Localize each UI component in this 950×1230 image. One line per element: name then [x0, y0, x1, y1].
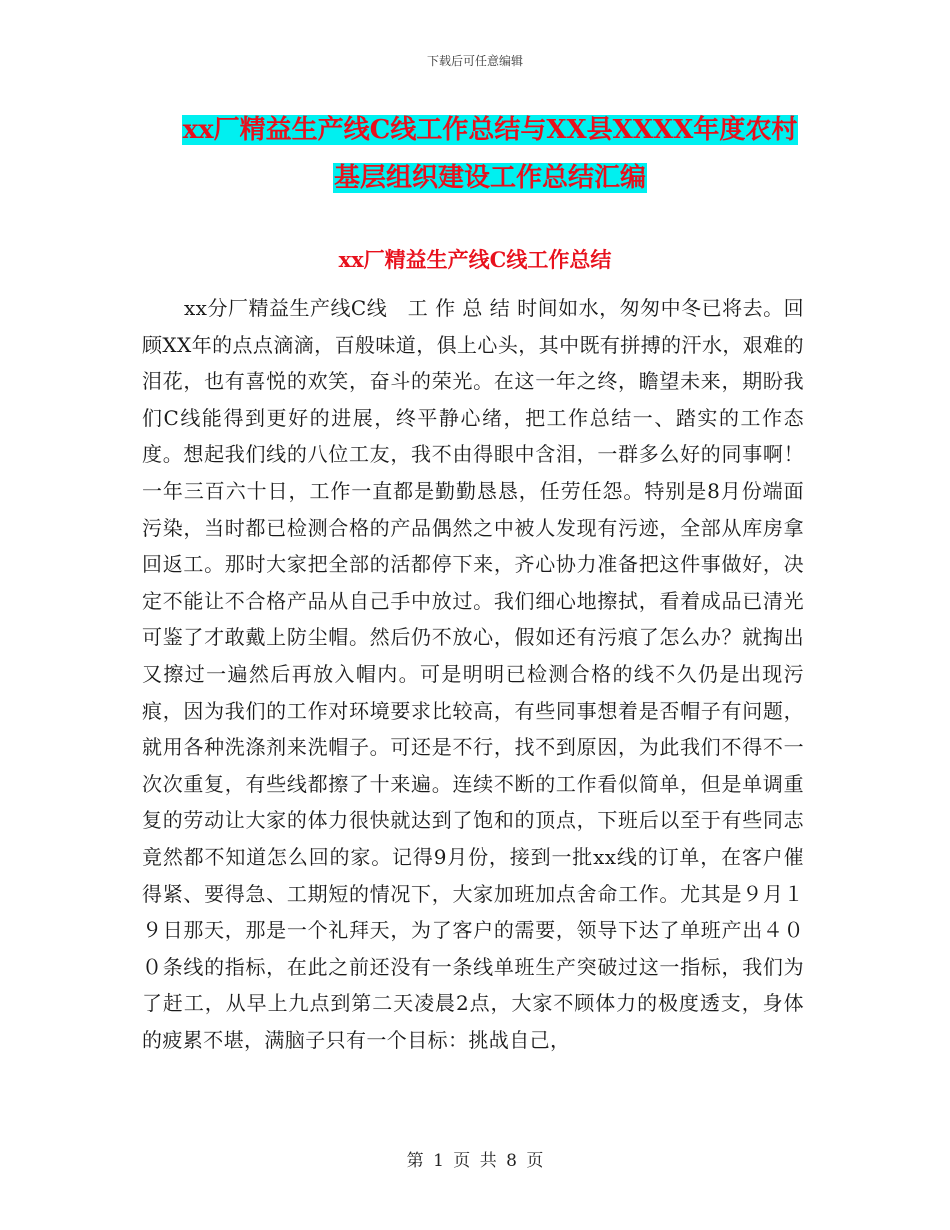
- body-text: [142, 290, 804, 1058]
- page-footer: 第 1 页 共 8 页: [406, 1151, 544, 1171]
- document-title-line-1: xx厂精益生产线C线工作总结与XX县XXXX年度农村: [182, 115, 798, 145]
- section-heading: xx厂精益生产线C线工作总结: [338, 247, 612, 272]
- document-title: [140, 106, 840, 202]
- page-header-note: 下载后可任意编辑: [426, 54, 523, 68]
- body-paragraph: xx分厂精益生产线C线 工 作 总 结 时间如水，匆匆中冬已将去。回顾XX年的点点滴滴，百般味道，俱上心头，其中既有拼搏的汗水，艰难的泪花，也有喜悦的欢笑，奋斗的荣光。在这一年之终，瞻望未来，期盼我们C线能得到更好的进展，终平静心绪，把工作总结一、踏实的工作态度。想起我们线的八位工友，我不由得眼中含泪，一群多么好的同事啊！一年三百六十日，工作一直都是勤勤恳恳，任劳任怨。特别是8月份端面污染，当时都已检测合格的产品偶然之中被人发现有污迹，全部从库房拿回返工。那时大家把全部的活都停下来，齐心协力准备把这件事做好，决定不能让不合格产品从自己手中放过。我们细心地擦拭，看着成品已清光可鉴了才敢戴上防尘帽。然后仍不放心，假如还有污痕了怎么办？就掏出又擦过一遍然后再放入帽内。可是明明已检测合格的线不久仍是出现污痕，因为我们的工作对环境要求比较高，有些同事想着是否帽子有问题，就用各种洗涤剂来洗帽子。可还是不行，找不到原因，为此我们不得不一次次重复，有些线都擦了十来遍。连续不断的工作看似简单，但是单调重复的劳动让大家的体力很快就达到了饱和的顶点，下班后以至于有些同志竟然都不知道怎么回的家。记得9月份，接到一批xx线的订单，在客户催得紧、要得急、工期短的情况下，大家加班加点舍命工作。尤其是９月１９日那天，那是一个礼拜天，为了客户的需要，领导下达了单班产出４００条线的指标，在此之前还没有一条线单班生产突破过这一指标，我们为了赶工，从早上九点到第二天凌晨2点，大家不顾体力的极度透支，身体的疲累不堪，满脑子只有一个目标：挑战自己，: [142, 296, 804, 1052]
- document-title-line-2: 基层组织建设工作总结汇编: [333, 163, 646, 193]
